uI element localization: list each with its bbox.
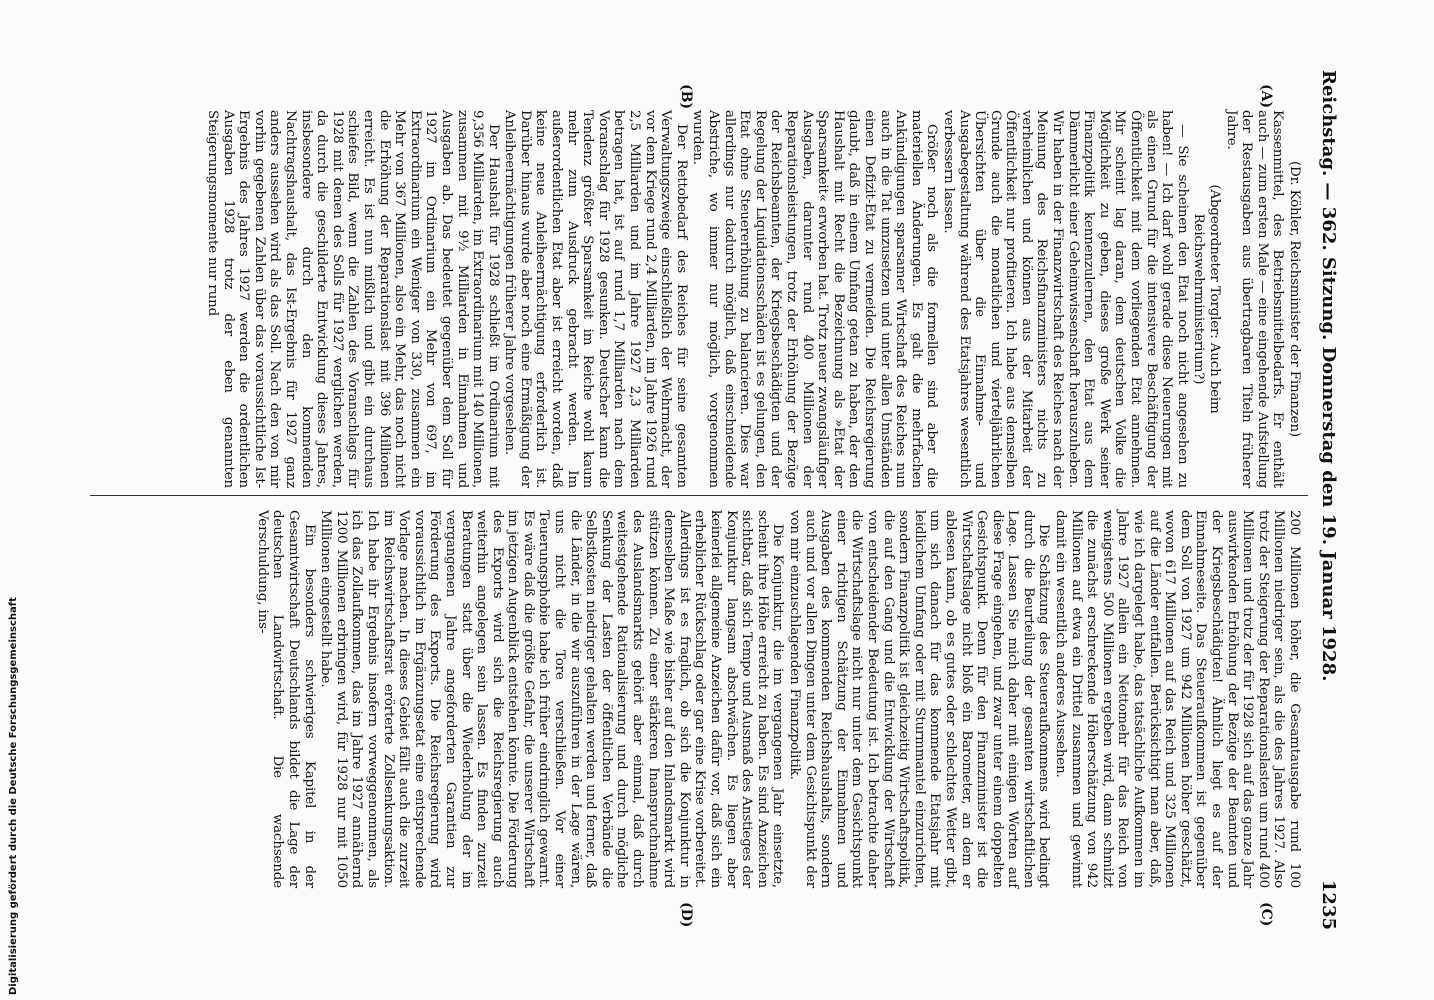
page-number: 1235	[1318, 879, 1340, 930]
speaker-line: (Dr. Köhler, Reichsminister der Finanzen)	[1287, 160, 1302, 438]
page-header	[1314, 70, 1344, 930]
left-column	[203, 110, 1302, 488]
margin-marker-a: (A)	[1258, 84, 1274, 109]
paragraph: Ein besonders schwieriges Kapitel in der Gesamtwirtschaft Deutschlands bildet die Lage der deutschen Landwirtschaft. Die wachsende Verschuldung, ins-	[254, 510, 317, 888]
right-column	[253, 510, 1302, 888]
paragraph: Die Konjunktur, die im vergangenen Jahr einsetzte, scheint ihre Höhe erreicht zu haben. Es sind Anzeichen sichtbar, daß sich Tempo und Ausmaß des Anstieges der Konjunktur langsam abschwächen. Es liegen aber keinerlei allgemeine Anzeichen dafür vor, daß sich ein erheblicher Rückschlag oder gar eine Krise vorbereitet. Allerdings ist es fraglich, ob sich die Konjunktur in demselben Maße wie bisher auf den Inlandsmarkt wird stützen können. Zu einer stärkeren Inanspruchnahme des Auslandsmarkts gehört aber einmal, daß durch weitestgehende Rationalisierung und durch mögliche Senkung der Lasten der öffentlichen Verbände die Selbstkosten niedriger gehalten werden und ferner, daß die Länder, in die wir auszuführen in der Lage wären, uns nicht die Tore verschließen. Vor einer Teuerungsphobie habe ich früher eindringlich gewarnt. Es wäre daß die größte Gefahr, die unserer Wirtschaft im jetzigen Augenblick entstehen könnte. Die Förderung des Exports wird sich die Reichsregierung auch weiterhin angelegen sein lassen. Es finden zurzeit Beratungen statt über die Wiederholung der im vergangenen Jahre angeforderten Garantien zur Förderung des Exports. Die Reichsregierung wird voraussichtlich im Ergänzungsetat eine entsprechende Vorlage machen. In dieses Gebiet fällt auch die zurzeit im Reichswirtschaftsrat erörterte Zollsenkungsaktion. Ich habe ihr Ergebnis insofern vorweggenommen, als ich das Zollaufkommen, das im Jahre 1927 annähernd 1200 Millionen erbringen wird, für 1928 nur mit 1050 Millionen eingestellt habe.	[318, 510, 786, 888]
margin-marker-b: (B)	[678, 84, 694, 110]
running-head: Reichstag. — 362. Sitzung. Donnerstag den 19. Januar 1928.	[1318, 70, 1340, 682]
paragraph: Der Rettobedarf des Reiches für seine gesamten Verwaltungszweige einschließlich der Wehrmacht, der vor dem Kriege rund 2,4 Milliarden, im Jahre 1926 rund 2,5 Milliarden und im Jahre 1927 2,3 Milliarden betragen hat, ist auf rund 1,7 Milliarden nach dem Voranschlag für 1928 gesunken. Deutscher kann die Tendenz größter Sparsamkeit im Reiche wohl kaum mehr zum Ausdruck gebracht werden. Im außerordentlichen Etat aber ist erreicht worden, daß keine neue Anleiheermächtigung erforderlich ist. Darüber hinaus wurde aber noch eine Ermäßigung der Anleiheermächtigungen früherer Jahre vorgesehen.	[502, 110, 689, 488]
margin-marker-c: (C)	[1258, 902, 1274, 927]
digitization-credit: Digitalisierung gefördert durch die Deutsche Forschungsgemeinschaft	[8, 597, 19, 995]
paragraph: Die Schätzung des Steueraufkommens wird bedingt durch die Beurteilung der gesamten wirtschaftlichen Lage. Lassen Sie mich daher mit einigen Worten auf diese Frage eingehen, und zwar unter einem doppelten Gesichtspunkt. Denn für den Finanzminister ist die Wirtschaftslage nicht bloß ein Barometer, an dem er ablesen kann, ob es gutes oder schlechtes Wetter gibt, um sich danach für das kommende Etatsjahr mit leidlichem Umfang oder mit Sturmmantel einzurichten, sondern Finanzpolitik ist gleichzeitig Wirtschaftspolitik, die auf den Gang und die Entwicklung der Wirtschaft von entscheidender Bedeutung ist. Ich betrachte daher die Wirtschaftslage nicht nur unter dem Gesichtspunkt einer richtigen Schätzung der Einnahmen und Ausgaben des kommenden Reichshaushalts, sondern auch und vor allen Dingen unter dem Gesichtspunkt der von mir einzuschlagenden Finanzpolitik.	[787, 510, 1052, 888]
paragraph: 200 Millionen höher, die Gesamtausgabe rund 100 Millionen niedriger sein, als die des Jahres 1927. Also trotz der Steigerung der Reparationslasten um rund 400 Millionen und trotz der für 1928 sich auf das ganze Jahr auswirkenden Erhöhung der Bezüge der Beamten und der Kriegsbeschädigten! Ähnlich liegt es auf der Einnahmeseite. Das Steueraufkommen ist gegenüber dem Soll von 1927 um 942 Millionen höher geschätzt, wovon 617 Millionen auf das Reich und 325 Millionen auf die Länder entfallen. Berücksichtigt man aber, daß, wie ich dargelegt habe, das tatsächliche Aufkommen im Jahre 1927 allein ein Nettomehr für das Reich von wenigstens 500 Millionen ergeben wird, dann schmilzt die zunächst erschreckende Höherschätzung von 942 Millionen auf etwa ein Drittel zusammen und gewinnt damit ein wesentlich anderes Aussehen.	[1053, 510, 1302, 888]
interjection: (Abgeordneter Torgler: Auch beim Reichswehrministerium?)	[1191, 184, 1223, 414]
margin-marker-d: (D)	[678, 902, 694, 928]
paragraph: Der Haushalt für 1928 schließt im Ordinarium mit 9,356 Milliarden, im Extraordinarium mit 140 Millionen, zusammen mit 9½ Milliarden in Einnahmen und Ausgaben ab. Das bedeutet gegenüber dem Soll für 1927 im Ordinarium ein Mehr von 697, im Extraordinarium ein Weniger von 330, zusammen ein Mehr von 367 Millionen, also ein Mehr, das noch nicht die Erhöhung der Reparationslast mit 396 Millionen erreicht. Es ist nun mißlich und gibt ein durchaus schiefes Bild, wenn die Zahlen des Voranschlags für 1928 mit denen des Solls für 1927 verglichen werden, da durch die geschilderte Entwicklung dieses Jahres, insbesondere durch den kommenden Nachtragshaushalt, das Ist-Ergebnis für 1927 ganz anders aussehen wird als das Soll. Nach den von mir vorhin gegebenen Zahlen über das voraussichtliche Ist-Ergebnis des Jahres 1927 werden die ordentlichen Ausgaben 1928 trotz der eben genannten Steigerungsmomente nur rund	[205, 110, 501, 488]
column-divider	[90, 495, 1308, 496]
paragraph: — Sie scheinen den Etat noch nicht angesehen zu haben! — Ich darf wohl gerade diese Neuerungen mit als einen Grund für die intensivere Beschäftigung der Öffentlichkeit mit dem vorliegenden Etat annehmen. Mir scheint lag daran, dem deutschen Volke die Möglichkeit zu geben, dieses große Werk seiner Finanzpolitik kennenzulernen, den Etat aus dem Dämmerlicht einer Geheimwissenschaft herauszuheben. Wir haben in der Finanzwirtschaft des Reiches nach der Meinung des Reichsfinanzministers nichts zu verheimlichen und können aus der Mitarbeit der Öffentlichkeit nur profitieren. Ich habe aus demselben Grunde auch die monatlichen und vierteljährlichen Übersichten über die Einnahme- und Ausgabegestaltung während des Etatsjahres wesentlich verbessern lassen.	[940, 110, 1190, 488]
paragraph: Kassenmittel, des Betriebsmittelbedarfs. Er enthält auch — zum ersten Male — eine eingehende Aufstellung der Restausgaben aus übertragbaren Titeln früherer Jahre.	[1223, 110, 1286, 488]
paragraph: Größer noch als die formellen sind aber die materiellen Änderungen. Es galt die mehrfachen Ankündigungen sparsamer Wirtschaft des Reiches nun auch in die Tat umzusetzen und unter allen Umständen einen Defizit-Etat zu vermeiden. Die Reichsregierung glaubt, daß in einem Umfang getan zu haben, der den Haushalt mit Recht die Bezeichnung als »Etat der Sparsamkeit« erworben hat. Trotz neuer zwangsläufiger Ausgaben, darunter rund 400 Millionen der Reparationsleistungen, trotz der Erhöhung der Bezüge der Reichsbeamten, der Kriegsbeschädigten und der Regelung der Liquidationsschäden ist es gelungen, den Etat ohne Steuererhöhung zu balancieren. Dies war allerdings nur dadurch möglich, daß einschneidende Abstriche, wo immer nur möglich, vorgenommen wurden.	[690, 110, 940, 488]
